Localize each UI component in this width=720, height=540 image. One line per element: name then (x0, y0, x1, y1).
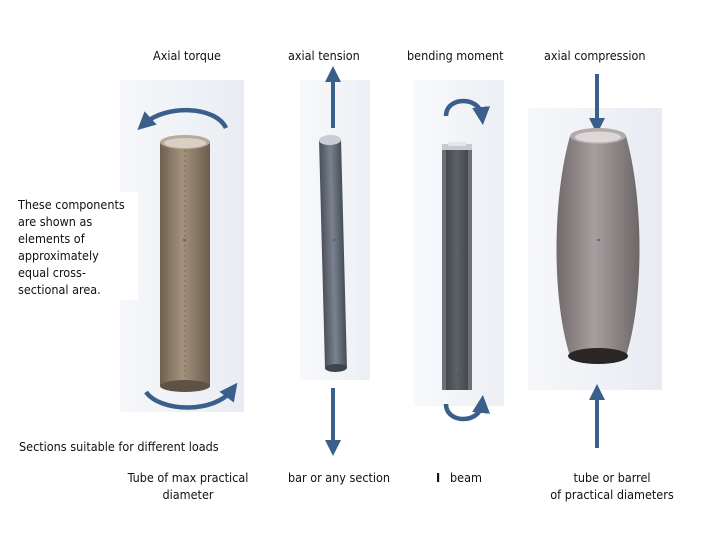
heading-axial-tension: axial tension (288, 48, 360, 63)
tube-shape (160, 135, 210, 392)
torque-arrow-bottom-icon (146, 390, 232, 408)
cross-section-note: These components are shown as elements of approximately equal cross- sectional area. (14, 192, 138, 300)
caption-barrel: tube or barrel of practical diameters (550, 470, 674, 502)
heading-axial-compression: axial compression (544, 48, 646, 63)
ibeam-glyph: I (436, 470, 441, 485)
barrel-shape (557, 128, 640, 364)
section-title: Sections suitable for different loads (19, 439, 219, 454)
caption-ibeam: beam (450, 470, 482, 485)
caption-bar: bar or any section (288, 470, 391, 485)
ibeam-shape (442, 142, 472, 390)
heading-bending-moment: bending moment (407, 48, 504, 63)
torque-arrow-top-icon (144, 110, 226, 128)
bar-shape (319, 135, 347, 372)
bending-arrow-top-icon (446, 101, 482, 116)
caption-tube: Tube of max practical diameter (127, 470, 249, 502)
heading-axial-torque: Axial torque (153, 48, 221, 63)
bending-arrow-bottom-icon (446, 404, 482, 419)
